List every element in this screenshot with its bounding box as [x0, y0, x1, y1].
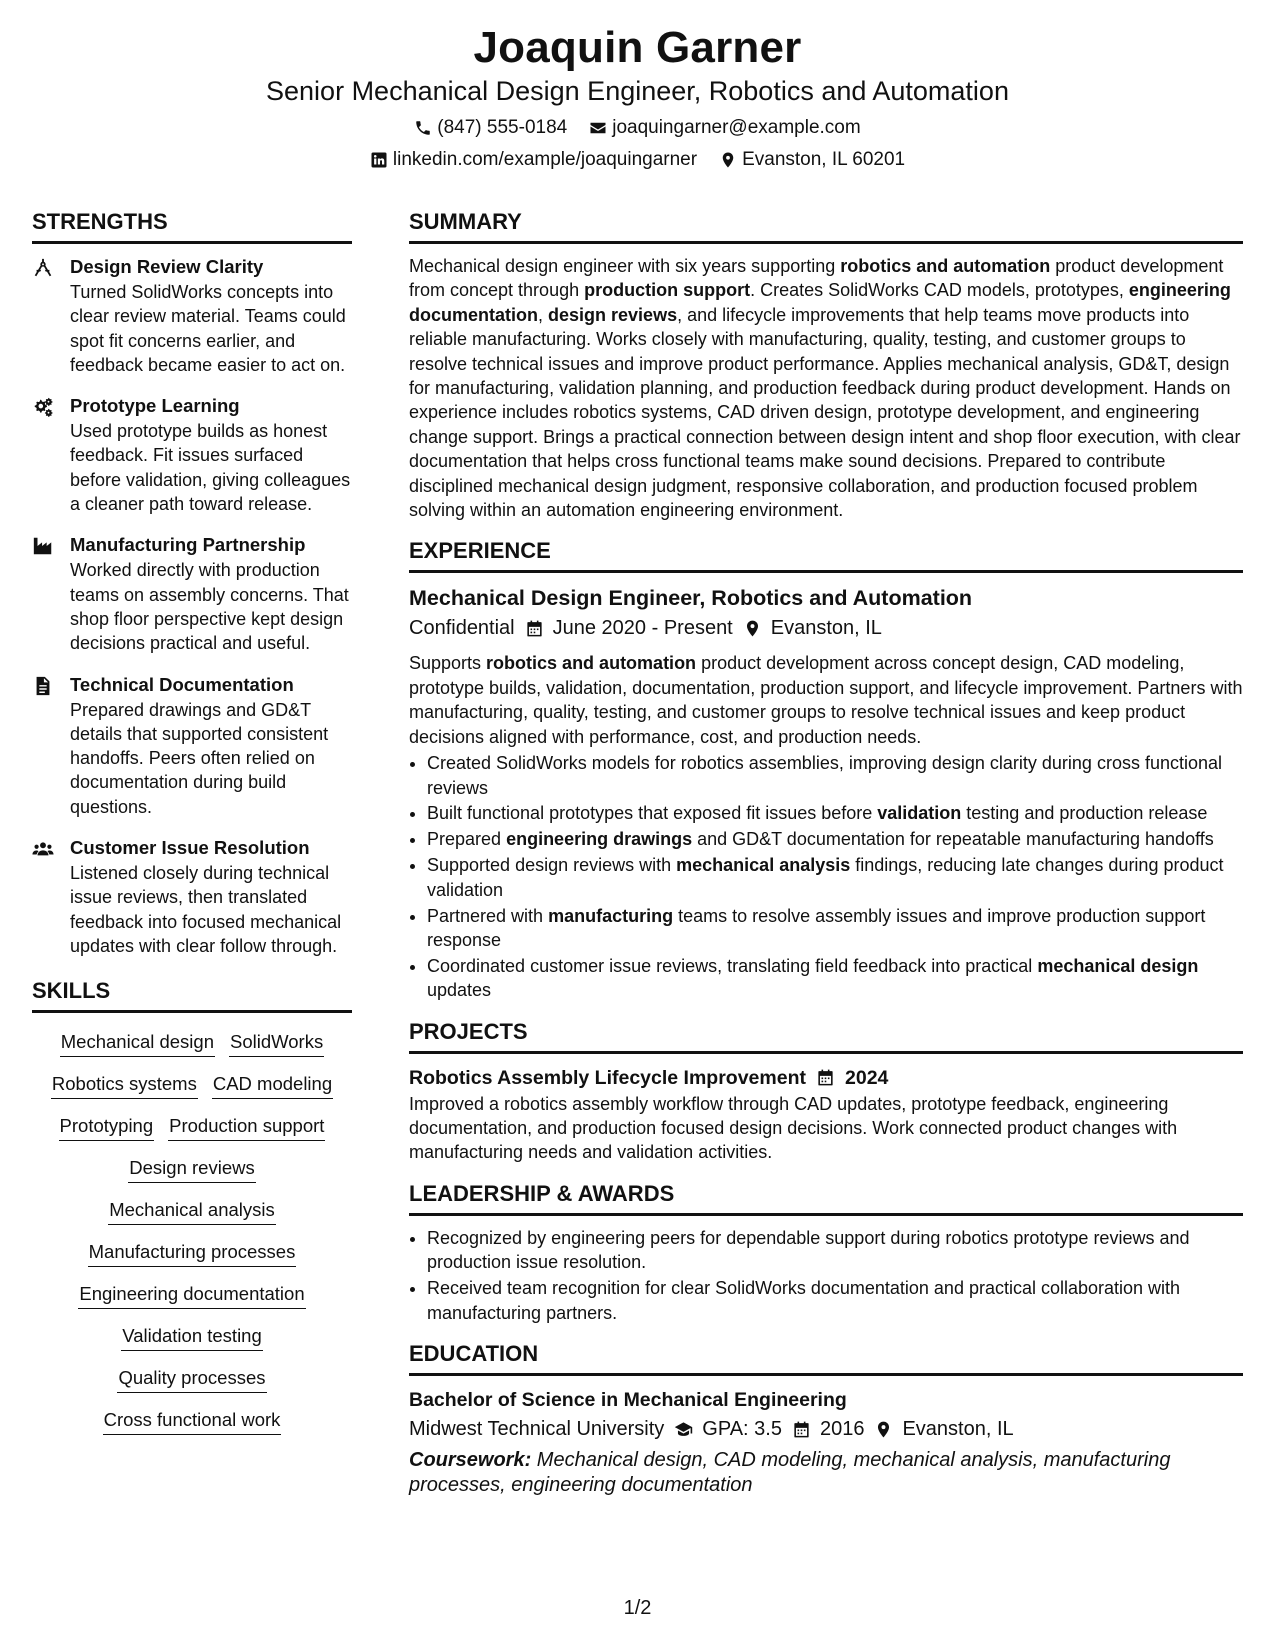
text-segment: Built functional prototypes that exposed fit issues before	[427, 803, 878, 824]
school-name: Midwest Technical University	[409, 1418, 665, 1440]
text-segment: findings, reducing late changes during product validation	[427, 855, 1224, 900]
strength-item	[32, 393, 352, 516]
location-contact	[719, 148, 905, 172]
phone-icon	[414, 119, 432, 137]
coursework	[409, 1448, 1243, 1498]
strength-item	[32, 532, 352, 655]
emphasis-text: mechanical analysis	[676, 855, 851, 876]
projects-heading: PROJECTS	[409, 1015, 1243, 1054]
gpa-text: GPA: 3.5	[702, 1418, 782, 1440]
map-marker-icon	[719, 151, 737, 169]
skills-row	[32, 1365, 352, 1393]
users-icon	[32, 838, 54, 860]
resume-header	[0, 22, 1275, 172]
skill-tag: SolidWorks	[229, 1029, 324, 1057]
list-item	[427, 853, 1243, 902]
project-description: Improved a robotics assembly workflow through CAD updates, prototype feedback, engineering documentation, and production focused design decisions. Work connected product changes with manufacturing needs and validation activities.	[409, 1093, 1178, 1163]
emphasis-text: validation	[877, 803, 962, 824]
text-segment: and GD&T documentation for repeatable manufacturing handoffs	[692, 829, 1214, 850]
emphasis-text: manufacturing	[548, 905, 674, 926]
text-segment: updates	[427, 980, 492, 1001]
text-segment: product development across concept design, CAD modeling, prototype builds, validation, documentation, production support, and lifecycle improvement. Partners with manufacturing, quality, testing, and customer groups to resolve technical issues and keep product decisions aligned with performance, cost, and production needs.	[409, 653, 1243, 747]
list-item	[427, 801, 1243, 825]
email-text: joaquingarner@example.com	[612, 117, 861, 138]
text-segment: . Creates SolidWorks CAD models, prototypes,	[750, 280, 1129, 301]
skill-tag: Mechanical analysis	[108, 1197, 276, 1225]
candidate-name: Joaquin Garner	[473, 23, 802, 72]
skills-row	[32, 1071, 352, 1099]
degree-title: Bachelor of Science in Mechanical Engineering	[409, 1389, 847, 1411]
skills-row	[32, 1113, 352, 1141]
map-marker-icon	[874, 1420, 893, 1439]
skill-tag: Robotics systems	[51, 1071, 198, 1099]
emphasis-text: engineering documentation	[409, 280, 1231, 325]
job-dates	[525, 613, 733, 643]
job-description	[409, 651, 1243, 749]
skill-tag: Design reviews	[128, 1155, 255, 1183]
job-location	[743, 613, 882, 643]
leadership-list	[409, 1226, 1243, 1325]
skill-tag: Engineering documentation	[78, 1281, 305, 1309]
map-marker-icon	[743, 619, 762, 638]
emphasis-text: robotics and automation	[486, 653, 697, 674]
job-bullets	[409, 751, 1243, 1003]
text-segment: Partnered with	[427, 905, 549, 926]
strength-title: Prototype Learning	[70, 395, 240, 417]
right-column	[409, 205, 1243, 1498]
job-dates-text: June 2020 - Present	[552, 617, 733, 640]
calendar-icon	[525, 619, 544, 638]
contact-row-2	[0, 148, 1275, 172]
list-item	[427, 827, 1243, 851]
skills-row	[32, 1323, 352, 1351]
skill-tag: Mechanical design	[60, 1029, 215, 1057]
graduation-year	[792, 1414, 865, 1444]
skills-row	[32, 1239, 352, 1267]
skill-tag: Manufacturing processes	[88, 1239, 297, 1267]
strength-title: Customer Issue Resolution	[70, 837, 310, 859]
text-segment: Created SolidWorks models for robotics assemblies, improving design clarity during cross functional reviews	[427, 753, 1223, 798]
skills-heading: SKILLS	[32, 974, 352, 1013]
strength-title: Manufacturing Partnership	[70, 534, 306, 556]
skills-row	[32, 1197, 352, 1225]
text-segment: Coordinated customer issue reviews, translating field feedback into practical	[427, 955, 1038, 976]
experience-heading: EXPERIENCE	[409, 534, 1243, 573]
list-item: • Received team recognition for clear SolidWorks documentation and practical collaboration with manufacturing partners.	[427, 1276, 1243, 1325]
strength-description: Used prototype builds as honest feedback. Fit issues surfaced before validation, giving colleagues a cleaner path toward release.	[70, 421, 351, 515]
calendar-icon	[816, 1068, 835, 1087]
job-location-text: Evanston, IL	[770, 617, 882, 640]
education-heading: EDUCATION	[409, 1337, 1243, 1376]
job-title: Mechanical Design Engineer, Robotics and Automation	[409, 586, 973, 611]
email-contact[interactable]	[589, 116, 860, 140]
school-location	[874, 1414, 1013, 1444]
list-item	[427, 954, 1243, 1003]
strength-description: Worked directly with production teams on assembly concerns. That shop floor perspective kept design decisions practical and useful.	[70, 560, 349, 654]
emphasis-text: mechanical design	[1037, 955, 1199, 976]
calendar-icon	[792, 1420, 811, 1439]
project-year: 2024	[845, 1066, 889, 1089]
phone-text: (847) 555-0184	[437, 117, 568, 138]
skill-tag: CAD modeling	[212, 1071, 333, 1099]
text-segment: teams to resolve assembly issues and improve production support response	[427, 905, 1206, 950]
envelope-icon	[589, 119, 607, 137]
document-icon	[32, 675, 54, 697]
drafting-compass-icon	[32, 257, 54, 279]
text-segment: Supported design reviews with	[427, 855, 677, 876]
graduation-year-text: 2016	[819, 1418, 865, 1440]
text-segment: Supports	[409, 653, 487, 674]
skill-tag: Validation testing	[121, 1323, 263, 1351]
strength-title: Technical Documentation	[70, 673, 294, 695]
skill-tag: Cross functional work	[103, 1407, 282, 1435]
strength-description: Listened closely during technical issue reviews, then translated feedback into focused mechanical updates with clear follow through.	[70, 863, 342, 956]
strength-item	[32, 672, 352, 819]
list-item	[427, 904, 1243, 953]
education-meta	[409, 1414, 1243, 1444]
list-item	[427, 751, 1243, 800]
strength-description: Prepared drawings and GD&T details that supported consistent handoffs. Peers often relied on documentation during build questions.	[70, 699, 329, 817]
left-column	[32, 205, 352, 1449]
location-text: Evanston, IL 60201	[742, 149, 906, 170]
strengths-heading: STRENGTHS	[32, 205, 352, 244]
skills-list	[32, 1023, 352, 1435]
skills-row	[32, 1281, 352, 1309]
summary-heading: SUMMARY	[409, 205, 1243, 244]
skills-row	[32, 1407, 352, 1435]
emphasis-text: robotics and automation	[840, 256, 1051, 276]
summary-text	[409, 254, 1243, 522]
strength-item	[32, 835, 352, 958]
emphasis-text: design reviews	[548, 304, 678, 325]
page-number: 1/2	[623, 1597, 652, 1619]
strength-description: Turned SolidWorks concepts into clear review material. Teams could spot fit concerns earlier, and feedback became easier to act on.	[70, 282, 346, 375]
company-name: Confidential	[409, 617, 515, 640]
text-segment: Mechanical design engineer with six years supporting	[409, 256, 841, 276]
strengths-list	[32, 254, 352, 958]
emphasis-text: engineering drawings	[506, 829, 693, 850]
text-segment: testing and production release	[961, 803, 1208, 824]
skill-tag: Quality processes	[117, 1365, 266, 1393]
text-segment: product development from concept through	[409, 256, 1224, 301]
linkedin-contact[interactable]	[370, 148, 697, 172]
candidate-headline: Senior Mechanical Design Engineer, Robotics and Automation	[266, 76, 1009, 106]
skills-row	[32, 1155, 352, 1183]
skill-tag: Production support	[168, 1113, 325, 1141]
coursework-label: Coursework:	[409, 1449, 532, 1471]
job-meta	[409, 613, 1243, 643]
linkedin-icon	[370, 151, 388, 169]
emphasis-text: production support	[584, 280, 751, 301]
leadership-heading: LEADERSHIP & AWARDS	[409, 1177, 1243, 1216]
linkedin-text: linkedin.com/example/joaquingarner	[392, 149, 698, 170]
text-segment: Prepared	[427, 829, 507, 850]
text-segment: , and lifecycle improvements that help teams move products into reliable manufacturing. Works closely with manufacturing, quality, testing, and customer groups to resolve technical issues and improve product performance. Applies mechanical analysis, GD&T, design for manufacturing, validation planning, and production feedback during product development. Hands on experience includes robotics systems, CAD driven design, prototype development, and engineering change support. Brings a practical connection between design intent and shop floor execution, with clear documentation that helps cross functional teams make sound decisions. Prepared to contribute disciplined mechanical design judgment, responsive collaboration, and production focused problem solving within an automation engineering environment.	[409, 304, 1241, 521]
gpa	[674, 1414, 782, 1444]
text-segment: ,	[538, 304, 549, 325]
project-title-row	[409, 1064, 1243, 1092]
gears-icon	[32, 396, 54, 418]
industry-icon	[32, 535, 54, 557]
skills-row	[32, 1029, 352, 1057]
graduation-cap-icon	[674, 1420, 693, 1439]
strength-item	[32, 254, 352, 377]
coursework-text: Mechanical design, CAD modeling, mechanical analysis, manufacturing processes, engineering documentation	[409, 1449, 1171, 1496]
project-name: Robotics Assembly Lifecycle Improvement	[409, 1066, 806, 1089]
list-item: • Recognized by engineering peers for dependable support during robotics prototype reviews and production issue resolution.	[427, 1226, 1243, 1275]
skill-tag: Prototyping	[59, 1113, 155, 1141]
contact-row-1	[0, 116, 1275, 140]
phone-contact[interactable]	[414, 116, 567, 140]
school-location-text: Evanston, IL	[902, 1418, 1014, 1440]
strength-title: Design Review Clarity	[70, 256, 264, 277]
